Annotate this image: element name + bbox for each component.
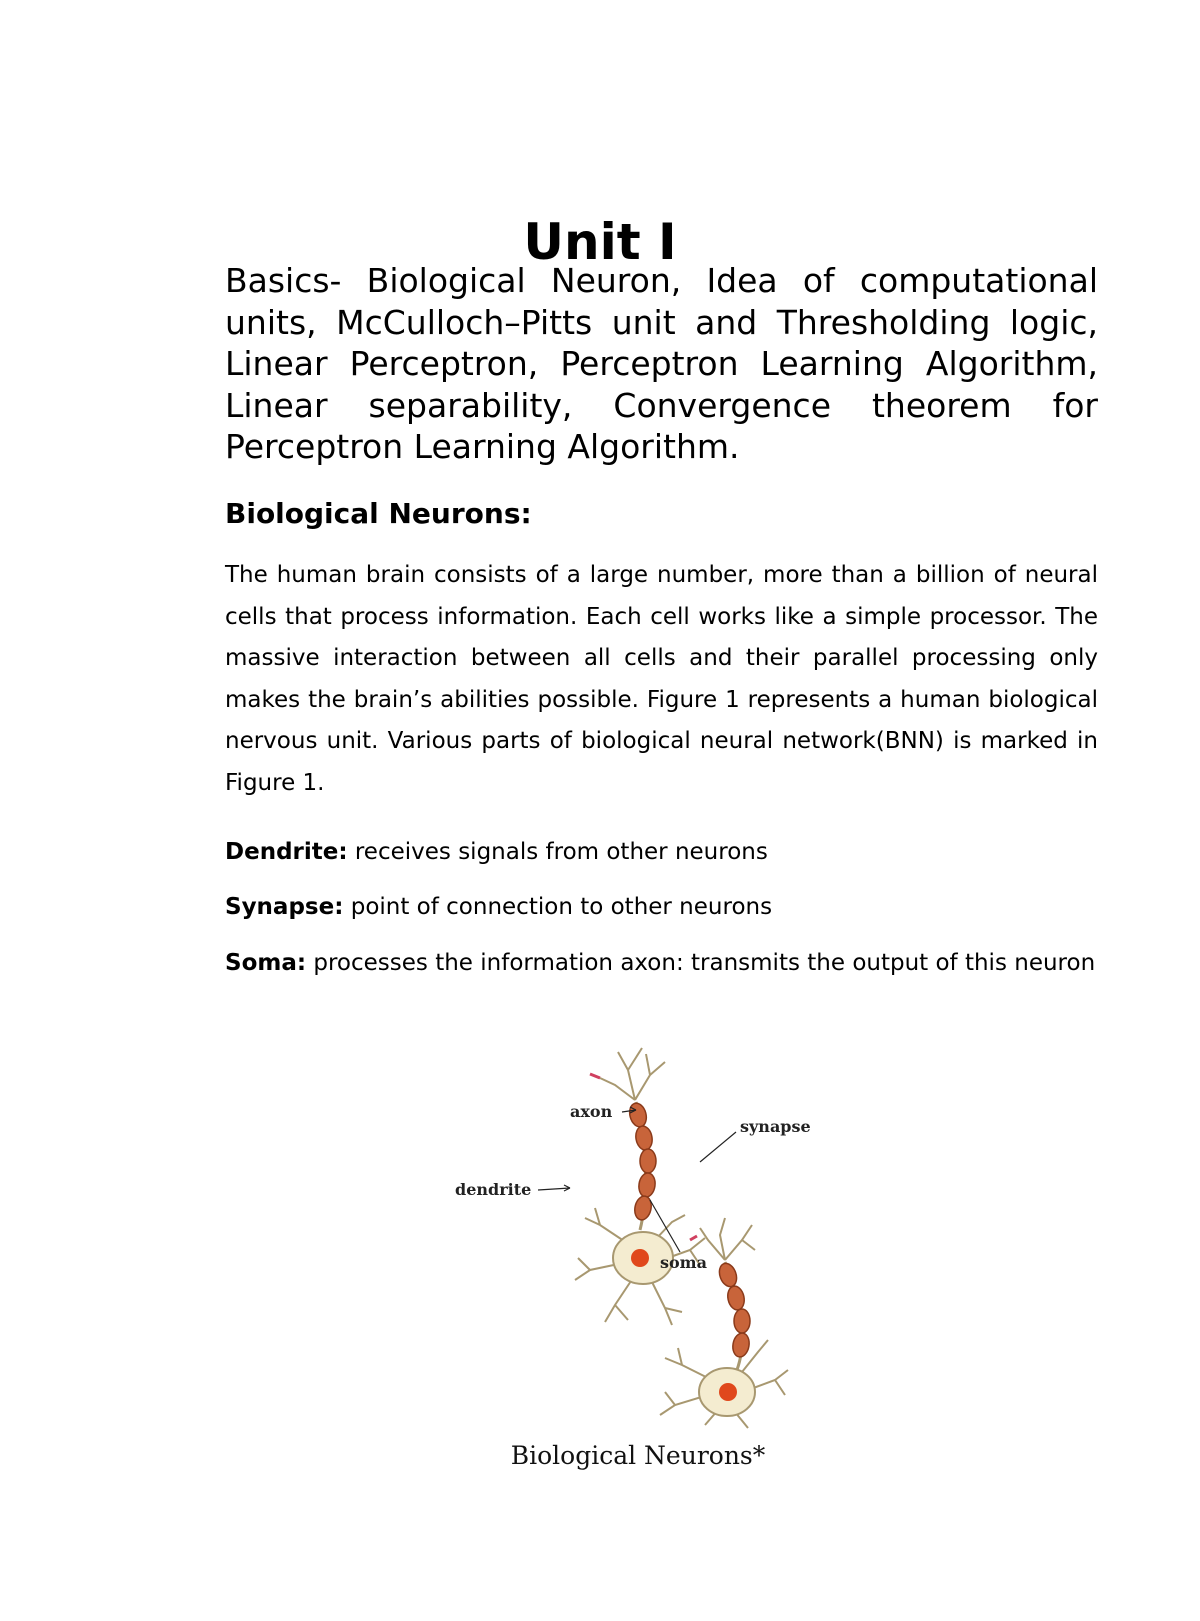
- pointer-synapse: [700, 1132, 736, 1162]
- label-synapse: synapse: [740, 1117, 811, 1136]
- label-soma: soma: [660, 1253, 707, 1272]
- term-definition: processes the information axon: transmits the output of this neuron: [306, 950, 1096, 976]
- axon-two: [716, 1261, 751, 1375]
- nucleus: [719, 1383, 737, 1401]
- term-label: Dendrite:: [225, 839, 348, 865]
- term-soma: [225, 949, 1098, 977]
- nucleus: [631, 1249, 649, 1267]
- section-heading: Biological Neurons:: [225, 497, 532, 530]
- term-label: Synapse:: [225, 894, 344, 920]
- figure-caption: Biological Neurons*: [510, 1441, 766, 1470]
- soma-two: [660, 1340, 788, 1428]
- top-terminal-branches: [600, 1048, 665, 1100]
- body-paragraph: The human brain consists of a large number, more than a billion of neural cells that process information. Each cell works like a simple processor. The massive interaction between all cells and their parallel processing only makes the brain’s abilities possible. Figure 1 represents a human biological nervous unit. Various parts of biological neural network(BNN) is marked in Figure 1.: [225, 562, 1098, 796]
- label-dendrite: dendrite: [455, 1180, 532, 1199]
- term-label: Soma:: [225, 950, 307, 976]
- term-definition: point of connection to other neurons: [343, 894, 773, 920]
- term-dendrite: [225, 838, 1098, 866]
- page-title: Unit I: [523, 212, 677, 271]
- neuron-figure: [450, 1040, 870, 1430]
- term-definition: receives signals from other neurons: [347, 839, 768, 865]
- syllabus-paragraph: Basics- Biological Neuron, Idea of computational units, McCulloch–Pitts unit and Thresholding logic, Linear Perceptron, Perceptron Learning Algorithm, Linear separability, Convergence theorem for Perceptron Learning Algorithm.: [225, 261, 1098, 466]
- label-axon: axon: [570, 1102, 613, 1121]
- pointer-dendrite: [538, 1188, 570, 1190]
- axon-one: [627, 1101, 656, 1230]
- term-synapse: [225, 893, 1098, 921]
- second-dendrite-tree: [700, 1218, 755, 1260]
- neuron-illustration: [450, 1040, 870, 1430]
- synapse-mark-top: [590, 1074, 600, 1078]
- synapse-mark: [690, 1236, 697, 1240]
